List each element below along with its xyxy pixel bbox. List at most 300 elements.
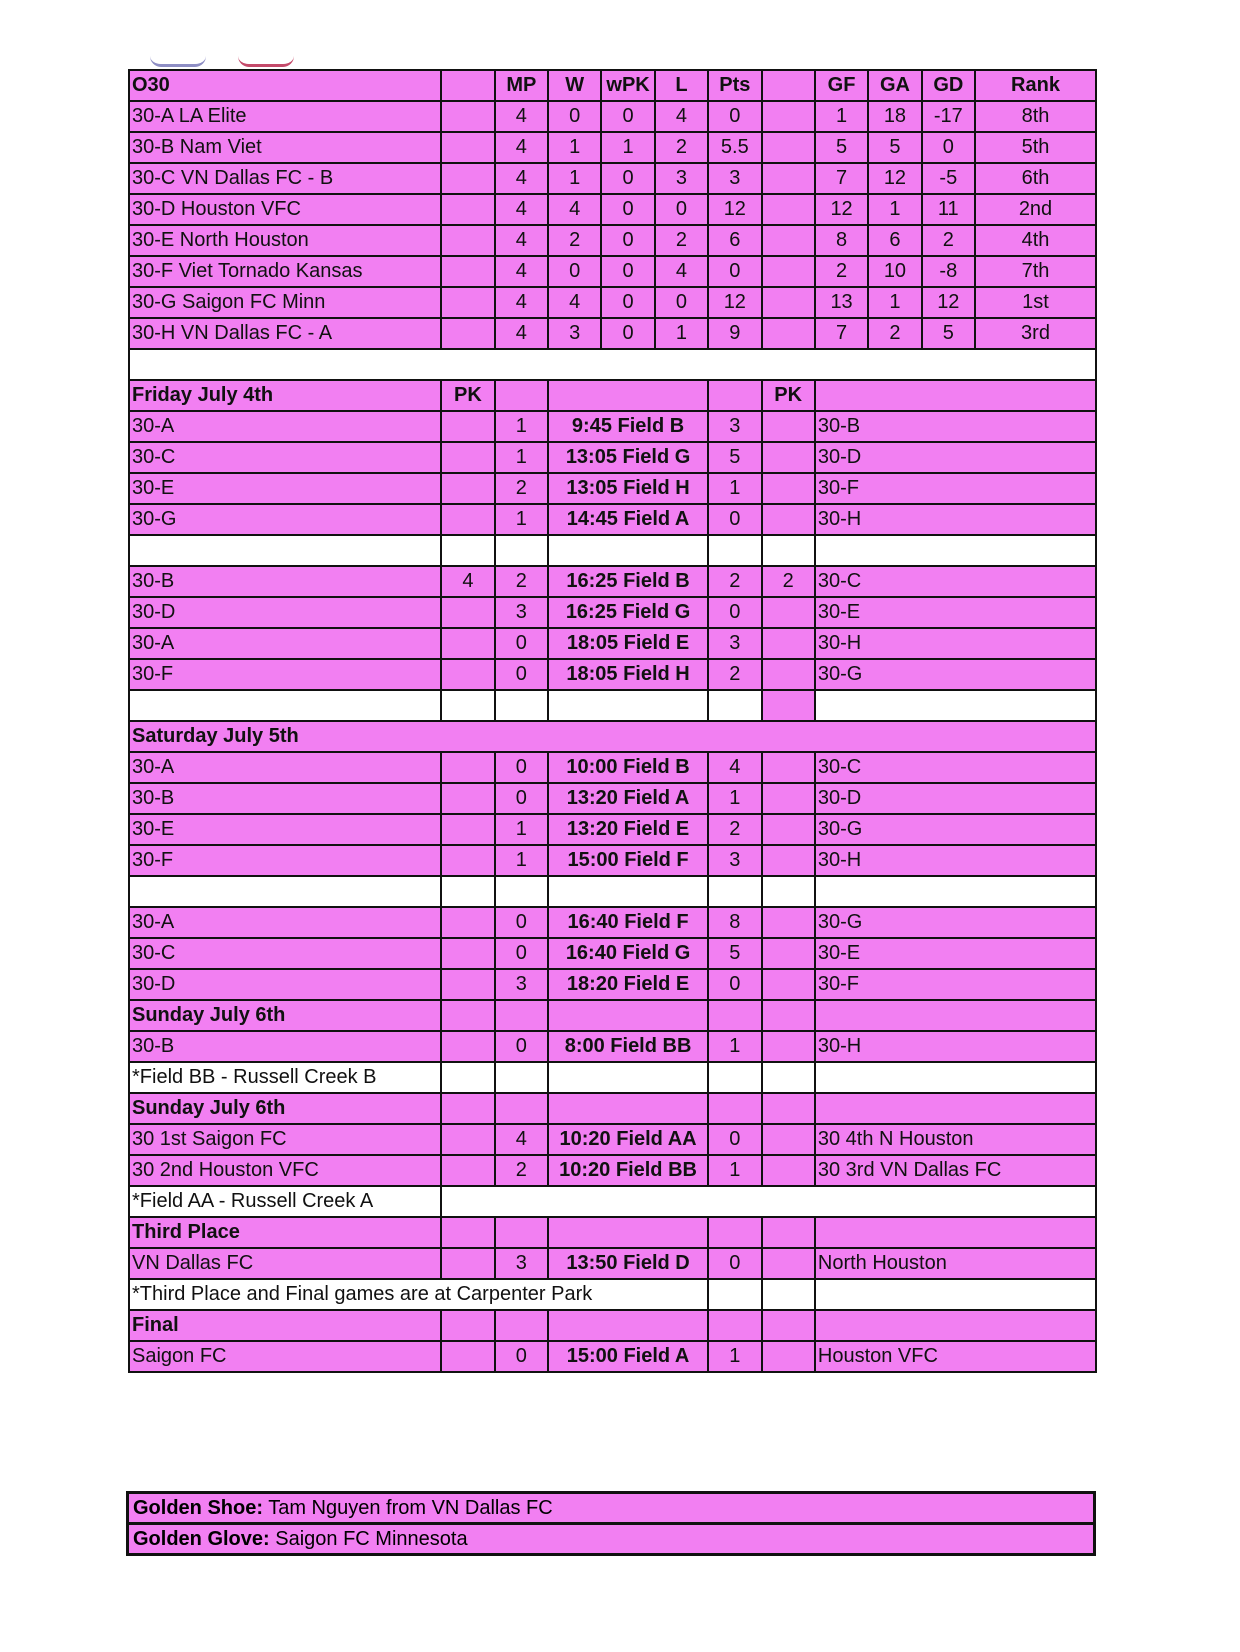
match-row <box>129 628 1096 659</box>
stat-cell: 4 <box>548 194 601 225</box>
kickoff-field: 9:45 Field B <box>548 411 708 442</box>
blank-cell <box>548 535 708 566</box>
blank-cell <box>762 690 815 721</box>
home-team: 30-G <box>129 504 441 535</box>
blank-cell <box>708 1062 761 1093</box>
away-pk <box>762 1155 815 1186</box>
away-pk <box>762 1124 815 1155</box>
pk-header <box>762 1093 815 1124</box>
home-pk <box>441 1031 494 1062</box>
home-score: 2 <box>495 566 548 597</box>
away-pk <box>762 659 815 690</box>
section-title: Third Place <box>129 1217 441 1248</box>
home-team: 30-E <box>129 814 441 845</box>
blank-cell <box>129 535 441 566</box>
stat-cell: 3 <box>655 163 708 194</box>
blank-row <box>129 349 1096 380</box>
home-score: 0 <box>495 628 548 659</box>
logo-fragment <box>150 56 310 70</box>
stat-cell: 4 <box>548 287 601 318</box>
blank-cell <box>441 535 494 566</box>
home-team: 30-C <box>129 442 441 473</box>
blank-cell <box>495 1062 548 1093</box>
blank-cell <box>129 876 441 907</box>
home-team: 30-D <box>129 597 441 628</box>
stat-cell: 6 <box>868 225 921 256</box>
away-pk <box>762 1341 815 1372</box>
blank-cell <box>129 690 441 721</box>
standings-header-cell: W <box>548 70 601 101</box>
time-cell <box>548 1310 708 1341</box>
blank-cell <box>762 876 815 907</box>
standings-row <box>129 101 1096 132</box>
away-pk <box>762 938 815 969</box>
home-team: 30-A <box>129 628 441 659</box>
stat-cell: 11 <box>922 194 975 225</box>
blank-cell <box>441 1062 494 1093</box>
away-pk <box>762 783 815 814</box>
pk-header <box>762 1310 815 1341</box>
blank-cell <box>548 876 708 907</box>
away-score: 2 <box>708 659 761 690</box>
team-cell <box>815 1310 1096 1341</box>
away-pk <box>762 845 815 876</box>
blank-cell <box>548 690 708 721</box>
kickoff-field: 13:20 Field A <box>548 783 708 814</box>
away-score: 3 <box>708 411 761 442</box>
section-header <box>129 1000 1096 1031</box>
stat-cell: 8th <box>975 101 1096 132</box>
stat-cell: 4 <box>655 101 708 132</box>
stat-cell: 3rd <box>975 318 1096 349</box>
home-team: 30-F <box>129 845 441 876</box>
stat-cell: 2 <box>868 318 921 349</box>
home-team: 30-F <box>129 659 441 690</box>
stat-cell: 1 <box>548 132 601 163</box>
stat-cell: 13 <box>815 287 868 318</box>
note-text: *Field AA - Russell Creek A <box>129 1186 441 1217</box>
kickoff-field: 16:25 Field G <box>548 597 708 628</box>
stat-cell: 5th <box>975 132 1096 163</box>
home-pk <box>441 845 494 876</box>
home-team: 30-E <box>129 473 441 504</box>
match-row <box>129 473 1096 504</box>
score-cell <box>708 1093 761 1124</box>
note-row <box>129 1186 1096 1217</box>
blank-row <box>129 690 1096 721</box>
stat-cell: 4 <box>495 163 548 194</box>
golden-shoe-value: Tam Nguyen from VN Dallas FC <box>263 1497 553 1519</box>
standings-header-cell: O30 <box>129 70 441 101</box>
home-pk <box>441 442 494 473</box>
section-header <box>129 1310 1096 1341</box>
home-pk <box>441 659 494 690</box>
stat-cell: 0 <box>601 287 654 318</box>
blank-cell <box>441 690 494 721</box>
away-score: 8 <box>708 907 761 938</box>
match-row <box>129 1031 1096 1062</box>
stat-cell: 12 <box>708 194 761 225</box>
stat-cell: -5 <box>922 163 975 194</box>
score-cell <box>495 380 548 411</box>
stat-cell: 3 <box>548 318 601 349</box>
away-score: 5 <box>708 938 761 969</box>
match-row <box>129 442 1096 473</box>
day-title: Saturday July 5th <box>129 721 1096 752</box>
kickoff-field: 14:45 Field A <box>548 504 708 535</box>
away-pk: 2 <box>762 566 815 597</box>
blank-cell <box>708 876 761 907</box>
stat-cell: 0 <box>601 256 654 287</box>
kickoff-field: 16:40 Field G <box>548 938 708 969</box>
stat-cell: 5.5 <box>708 132 761 163</box>
stat-cell: 4 <box>495 194 548 225</box>
match-row <box>129 783 1096 814</box>
away-team: 30-E <box>815 938 1096 969</box>
standings-header-cell: GA <box>868 70 921 101</box>
stat-cell: 7 <box>815 318 868 349</box>
blank-cell <box>815 1062 1096 1093</box>
stat-cell: 4 <box>495 132 548 163</box>
blank-row <box>129 876 1096 907</box>
section-title: Sunday July 6th <box>129 1093 441 1124</box>
away-team: Houston VFC <box>815 1341 1096 1372</box>
home-team: 30-D <box>129 969 441 1000</box>
home-score: 1 <box>495 442 548 473</box>
kickoff-field: 13:50 Field D <box>548 1248 708 1279</box>
blank-cell <box>762 535 815 566</box>
match-row <box>129 938 1096 969</box>
note-row <box>129 1279 1096 1310</box>
match-row <box>129 752 1096 783</box>
stat-cell: 10 <box>868 256 921 287</box>
golden-glove-label: Golden Glove: <box>133 1528 270 1550</box>
away-team: 30-E <box>815 597 1096 628</box>
home-score: 0 <box>495 783 548 814</box>
away-pk <box>762 907 815 938</box>
home-team: 30-C <box>129 938 441 969</box>
spacer-cell <box>762 287 815 318</box>
team-name: 30-D Houston VFC <box>129 194 441 225</box>
stat-cell: 12 <box>815 194 868 225</box>
away-score: 1 <box>708 473 761 504</box>
note-text: *Field BB - Russell Creek B <box>129 1062 441 1093</box>
section-header <box>129 380 1096 411</box>
stat-cell: 4 <box>495 101 548 132</box>
away-pk <box>762 752 815 783</box>
logo-arc-left <box>150 56 206 67</box>
pk-header <box>762 1217 815 1248</box>
kickoff-field: 18:20 Field E <box>548 969 708 1000</box>
standings-row <box>129 318 1096 349</box>
away-pk <box>762 1031 815 1062</box>
pk-header <box>762 1000 815 1031</box>
spacer-cell <box>762 194 815 225</box>
score-cell <box>708 1000 761 1031</box>
day-header <box>129 721 1096 752</box>
stat-cell: 18 <box>868 101 921 132</box>
kickoff-field: 13:20 Field E <box>548 814 708 845</box>
stat-cell: 5 <box>922 318 975 349</box>
away-score: 0 <box>708 969 761 1000</box>
stat-cell: 3 <box>708 163 761 194</box>
home-pk <box>441 907 494 938</box>
away-score: 0 <box>708 1248 761 1279</box>
away-score: 0 <box>708 597 761 628</box>
home-score: 4 <box>495 1124 548 1155</box>
away-team: 30-B <box>815 411 1096 442</box>
stat-cell: 8 <box>815 225 868 256</box>
blank-cell <box>548 1062 708 1093</box>
stat-cell: 1 <box>548 163 601 194</box>
home-pk <box>441 1248 494 1279</box>
blank-cell <box>708 535 761 566</box>
stat-cell: 1 <box>601 132 654 163</box>
awards-box <box>126 1491 1096 1556</box>
away-score: 1 <box>708 783 761 814</box>
away-pk <box>762 473 815 504</box>
home-pk: 4 <box>441 566 494 597</box>
match-row <box>129 411 1096 442</box>
note-row <box>129 1062 1096 1093</box>
home-score: 0 <box>495 659 548 690</box>
home-pk <box>441 628 494 659</box>
team-name: 30-G Saigon FC Minn <box>129 287 441 318</box>
home-score: 3 <box>495 1248 548 1279</box>
team-cell <box>815 1000 1096 1031</box>
away-pk <box>762 442 815 473</box>
spacer-cell <box>762 132 815 163</box>
standings-header-cell: GD <box>922 70 975 101</box>
stat-cell: 0 <box>601 318 654 349</box>
kickoff-field: 16:40 Field F <box>548 907 708 938</box>
pk-header: PK <box>441 380 494 411</box>
away-team: 30-H <box>815 845 1096 876</box>
time-cell <box>548 1217 708 1248</box>
blank-cell <box>815 690 1096 721</box>
time-cell <box>548 1000 708 1031</box>
stat-cell: 1 <box>868 194 921 225</box>
note-text: *Third Place and Final games are at Carpenter Park <box>129 1279 708 1310</box>
score-cell <box>708 1310 761 1341</box>
time-cell <box>548 1093 708 1124</box>
spacer-cell <box>762 225 815 256</box>
home-pk <box>441 814 494 845</box>
spacer-cell <box>441 318 494 349</box>
home-score: 1 <box>495 814 548 845</box>
home-pk <box>441 1124 494 1155</box>
home-score: 0 <box>495 752 548 783</box>
away-team: 30-C <box>815 566 1096 597</box>
blank-cell <box>762 1062 815 1093</box>
golden-glove-value: Saigon FC Minnesota <box>269 1528 468 1550</box>
stat-cell: 7th <box>975 256 1096 287</box>
kickoff-field: 15:00 Field F <box>548 845 708 876</box>
score-cell <box>708 1217 761 1248</box>
home-pk <box>441 1341 494 1372</box>
home-team: Saigon FC <box>129 1341 441 1372</box>
away-score: 1 <box>708 1341 761 1372</box>
spacer-cell <box>441 256 494 287</box>
stat-cell: 12 <box>868 163 921 194</box>
home-score: 3 <box>495 597 548 628</box>
stat-cell: 0 <box>548 256 601 287</box>
away-pk <box>762 1248 815 1279</box>
home-pk <box>441 473 494 504</box>
stat-cell: 1 <box>868 287 921 318</box>
standings-header-cell <box>441 70 494 101</box>
home-score: 0 <box>495 1031 548 1062</box>
stat-cell: 2 <box>655 225 708 256</box>
time-cell <box>548 380 708 411</box>
stat-cell: 5 <box>815 132 868 163</box>
stat-cell: 4th <box>975 225 1096 256</box>
standings-row <box>129 287 1096 318</box>
kickoff-field: 18:05 Field H <box>548 659 708 690</box>
stat-cell: 2 <box>922 225 975 256</box>
stat-cell: 12 <box>708 287 761 318</box>
home-score: 0 <box>495 907 548 938</box>
score-cell <box>495 1000 548 1031</box>
away-team: 30-H <box>815 628 1096 659</box>
pk-header <box>441 1310 494 1341</box>
away-pk <box>762 411 815 442</box>
stat-cell: -17 <box>922 101 975 132</box>
away-team: 30-H <box>815 1031 1096 1062</box>
stat-cell: 1 <box>655 318 708 349</box>
away-pk <box>762 504 815 535</box>
away-score: 3 <box>708 845 761 876</box>
stat-cell: 0 <box>922 132 975 163</box>
home-score: 1 <box>495 411 548 442</box>
home-team: 30 1st Saigon FC <box>129 1124 441 1155</box>
away-score: 4 <box>708 752 761 783</box>
spacer-cell <box>441 132 494 163</box>
away-team: 30-C <box>815 752 1096 783</box>
kickoff-field: 10:20 Field AA <box>548 1124 708 1155</box>
stat-cell: 6th <box>975 163 1096 194</box>
home-team: 30-B <box>129 566 441 597</box>
score-cell <box>495 1310 548 1341</box>
home-team: 30-B <box>129 1031 441 1062</box>
home-pk <box>441 752 494 783</box>
golden-shoe-row <box>128 1493 1095 1524</box>
spacer-cell <box>762 101 815 132</box>
section-header <box>129 1217 1096 1248</box>
standings-header-cell <box>762 70 815 101</box>
away-team: 30-G <box>815 907 1096 938</box>
away-team: 30-D <box>815 442 1096 473</box>
home-team: 30-B <box>129 783 441 814</box>
away-team: 30-F <box>815 969 1096 1000</box>
kickoff-field: 10:20 Field BB <box>548 1155 708 1186</box>
kickoff-field: 8:00 Field BB <box>548 1031 708 1062</box>
standings-row <box>129 132 1096 163</box>
home-score: 3 <box>495 969 548 1000</box>
score-cell <box>495 1217 548 1248</box>
spacer-cell <box>762 163 815 194</box>
kickoff-field: 13:05 Field G <box>548 442 708 473</box>
stat-cell: 2 <box>548 225 601 256</box>
standings-row <box>129 256 1096 287</box>
stat-cell: 9 <box>708 318 761 349</box>
match-row <box>129 907 1096 938</box>
away-score: 3 <box>708 628 761 659</box>
home-team: VN Dallas FC <box>129 1248 441 1279</box>
team-name: 30-C VN Dallas FC - B <box>129 163 441 194</box>
home-pk <box>441 504 494 535</box>
kickoff-field: 10:00 Field B <box>548 752 708 783</box>
pk-header: PK <box>762 380 815 411</box>
blank-cell <box>495 876 548 907</box>
stat-cell: 6 <box>708 225 761 256</box>
away-team: 30-D <box>815 783 1096 814</box>
stat-cell: 4 <box>495 287 548 318</box>
stat-cell: 0 <box>655 287 708 318</box>
stat-cell: 1st <box>975 287 1096 318</box>
stat-cell: 0 <box>655 194 708 225</box>
away-team: 30 3rd VN Dallas FC <box>815 1155 1096 1186</box>
stat-cell: 2 <box>655 132 708 163</box>
home-pk <box>441 938 494 969</box>
stat-cell: 0 <box>601 194 654 225</box>
blank-cell <box>815 535 1096 566</box>
spacer-cell <box>762 318 815 349</box>
team-name: 30-A LA Elite <box>129 101 441 132</box>
home-score: 2 <box>495 1155 548 1186</box>
stat-cell: 0 <box>601 163 654 194</box>
standings-header-cell: wPK <box>601 70 654 101</box>
home-pk <box>441 597 494 628</box>
match-row <box>129 566 1096 597</box>
stat-cell: 4 <box>495 318 548 349</box>
standings-header <box>129 70 1096 101</box>
away-score: 2 <box>708 814 761 845</box>
section-title: Sunday July 6th <box>129 1000 441 1031</box>
away-team: 30-G <box>815 814 1096 845</box>
stat-cell: 0 <box>548 101 601 132</box>
standings-header-cell: Pts <box>708 70 761 101</box>
golden-shoe-label: Golden Shoe: <box>133 1497 263 1519</box>
score-cell <box>708 380 761 411</box>
stat-cell: 4 <box>495 225 548 256</box>
kickoff-field: 16:25 Field B <box>548 566 708 597</box>
stat-cell: 1 <box>815 101 868 132</box>
pk-header <box>441 1000 494 1031</box>
spacer-cell <box>441 225 494 256</box>
blank-cell <box>708 690 761 721</box>
stat-cell: 0 <box>601 225 654 256</box>
team-cell <box>815 1217 1096 1248</box>
away-pk <box>762 814 815 845</box>
away-team: 30 4th N Houston <box>815 1124 1096 1155</box>
spacer-cell <box>441 163 494 194</box>
away-team: 30-F <box>815 473 1096 504</box>
away-team: North Houston <box>815 1248 1096 1279</box>
home-pk <box>441 969 494 1000</box>
home-score: 1 <box>495 845 548 876</box>
home-team: 30-A <box>129 411 441 442</box>
match-row <box>129 814 1096 845</box>
away-pk <box>762 628 815 659</box>
standings-row <box>129 225 1096 256</box>
home-score: 1 <box>495 504 548 535</box>
team-cell <box>815 380 1096 411</box>
schedule-table <box>128 69 1097 1373</box>
away-pk <box>762 597 815 628</box>
standings-header-cell: Rank <box>975 70 1096 101</box>
match-row <box>129 597 1096 628</box>
